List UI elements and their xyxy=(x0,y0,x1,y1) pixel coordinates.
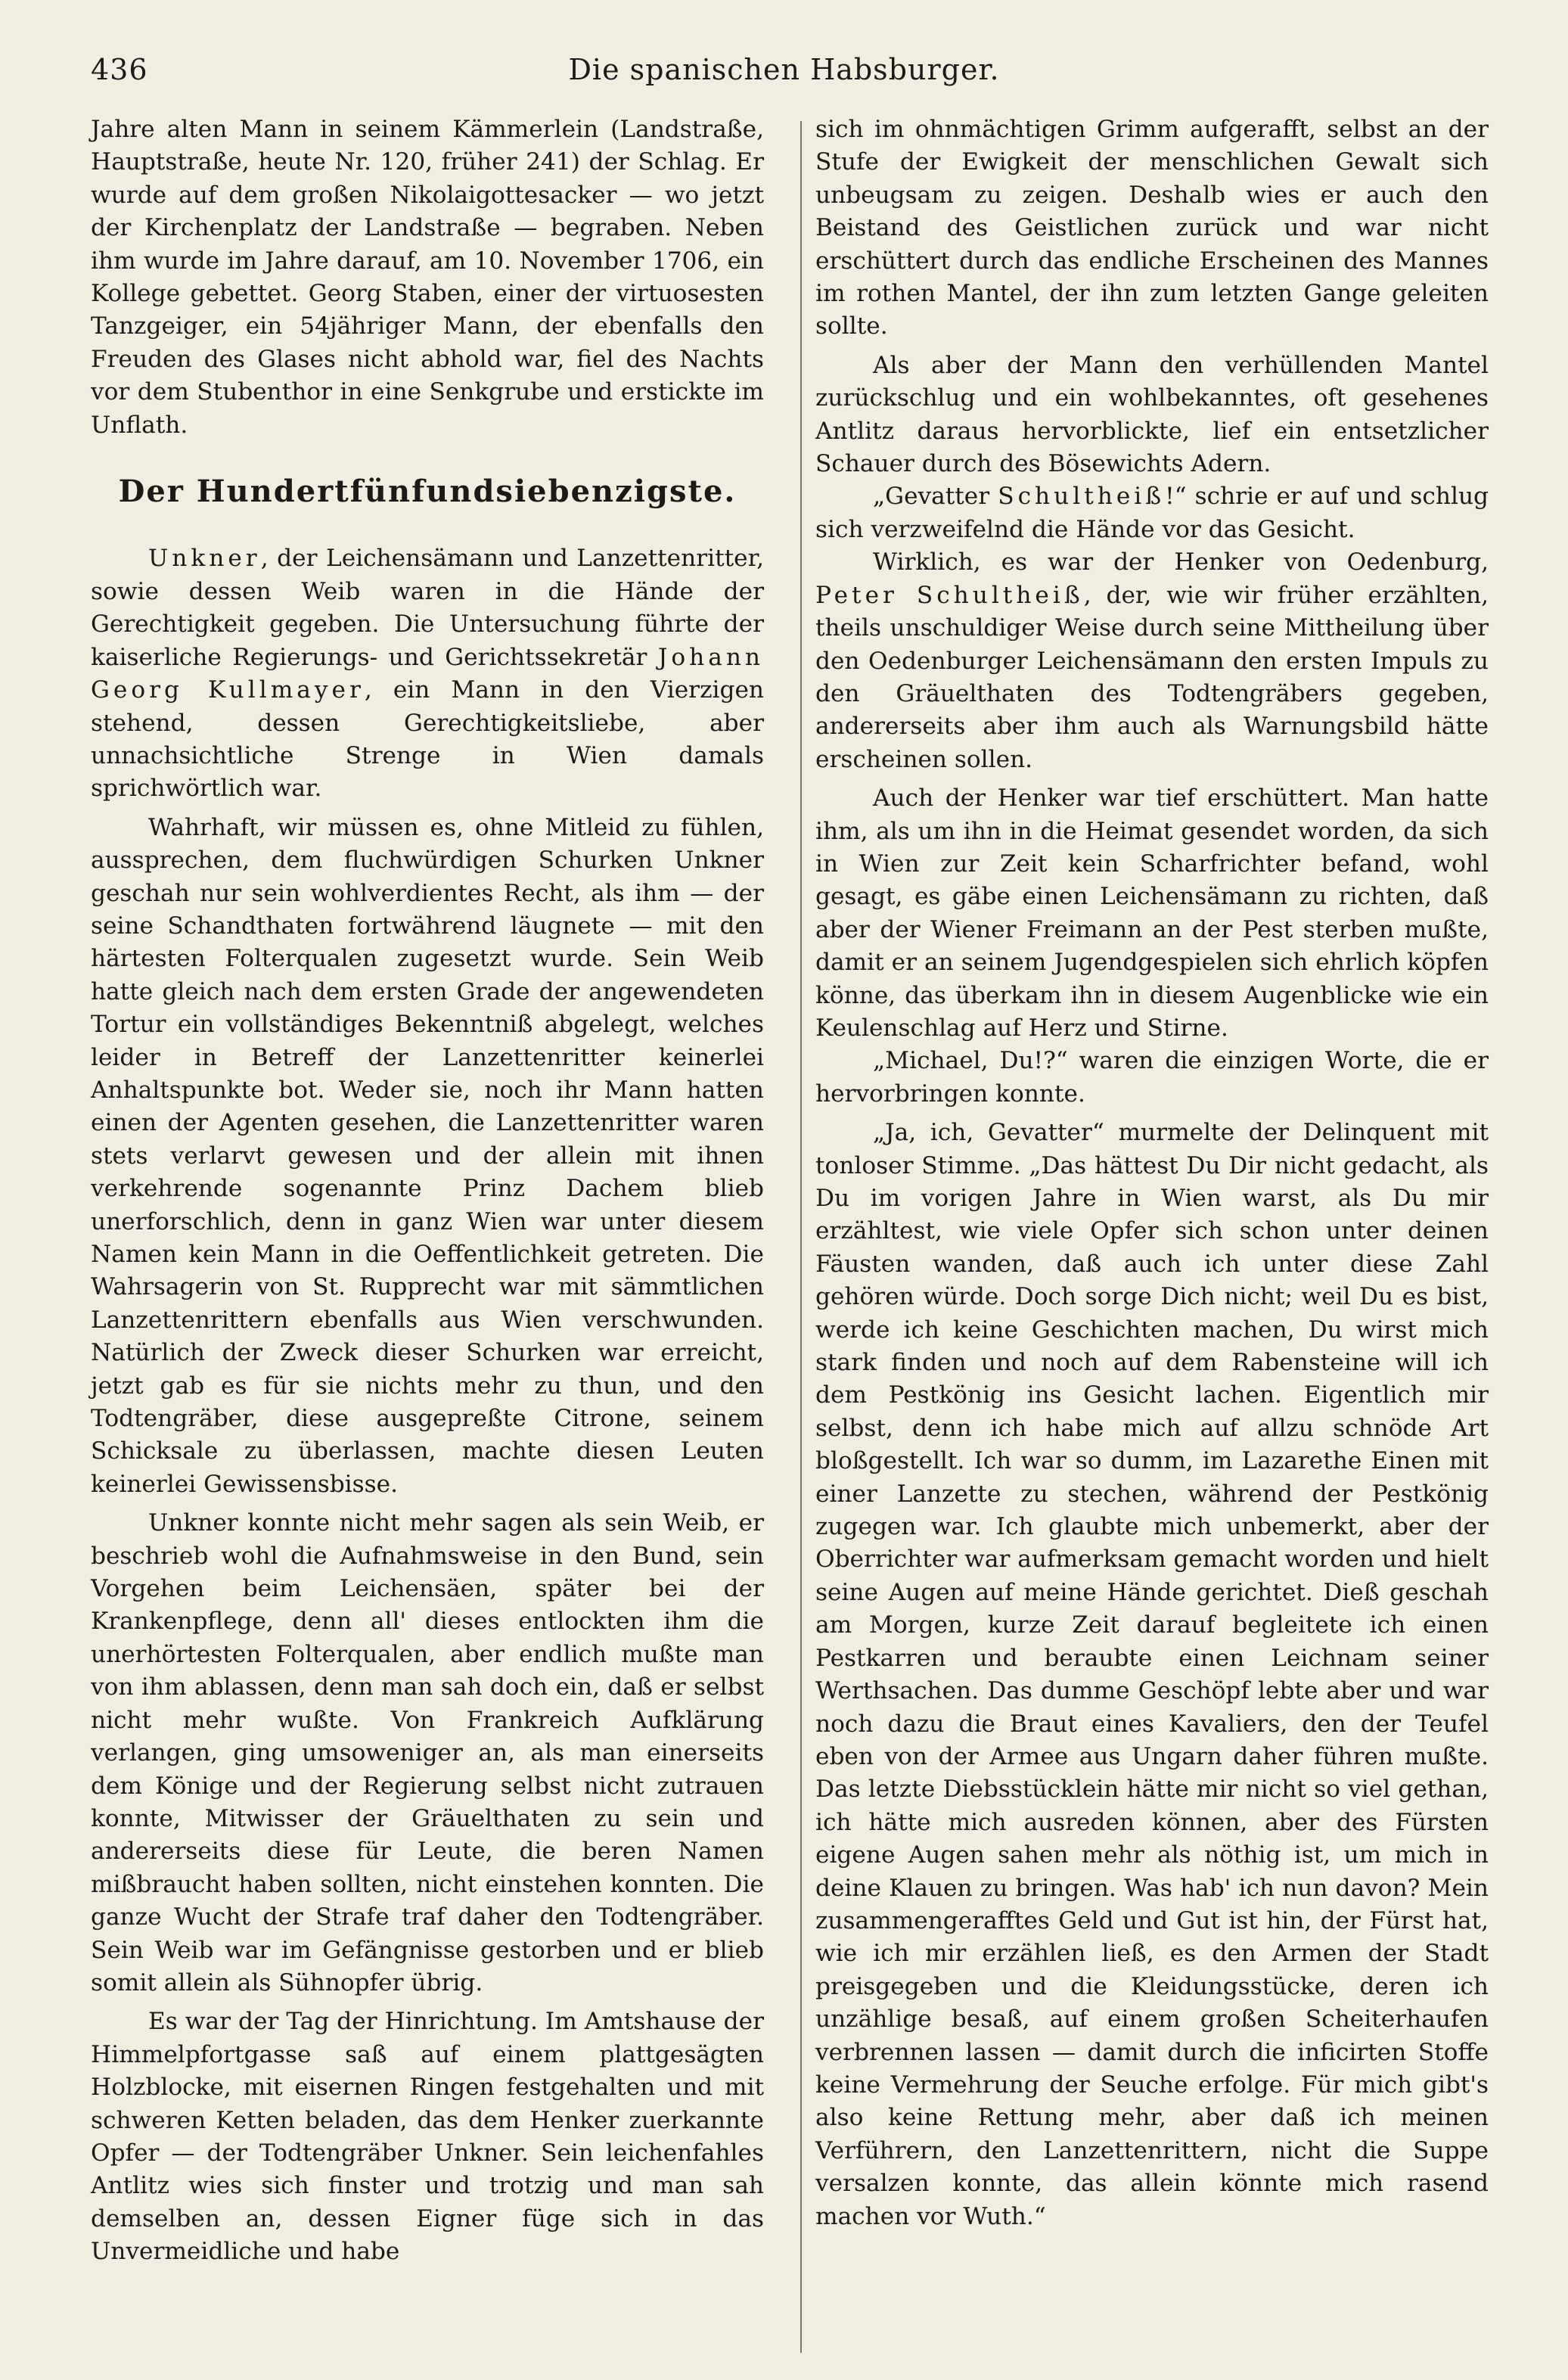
paragraph: Wahrhaft, wir müssen es, ohne Mitleid zu fühlen, aussprechen, dem fluchwürdigen Schurken Unkner geschah nur sein wohlverdientes Recht, als ihm — der seine Schandthaten fortwährend läugnete — mit den härtesten Folterqualen zugesetzt wurde. Sein Weib hatte gleich nach dem ersten Grade der angewendeten Tortur ein vollständiges Bekenntniß abgelegt, welches leider in Betreff der Lanzettenritter keinerlei Anhaltspunkte bot. Weder sie, noch ihr Mann hatten einen der Agenten gesehen, die Lanzettenritter waren stets verlarvt gewesen und der allein mit ihnen verkehrende sogenannte Prinz Dachem blieb unerforschlich, denn in ganz Wien war unter diesem Namen kein Mann in die Oeffentlichkeit getreten. Die Wahrsagerin von St. Rupprecht war mit sämmtlichen Lanzettenrittern ebenfalls aus Wien verschwunden. Natürlich der Zweck dieser Schurken war erreicht, jetzt gab es für sie nichts mehr zu thun, und den Todtengräber, diese ausgepreßte Citrone, seinem Schicksale zu überlassen, machte diesen Leuten keinerlei Gewissensbisse. xyxy=(91,813,764,1498)
chapter-title: Der Hundertfünfundsiebenzigste. xyxy=(118,474,737,510)
page-header xyxy=(0,53,1568,106)
paragraph: Es war der Tag der Hinrichtung. Im Amtshause der Himmelpfortgasse saß auf einem plattgesägten Holzblocke, mit eisernen Ringen festgehalten und mit schweren Ketten beladen, das dem Henker zuerkannte Opfer — der Todtengräber Unkner. Sein leichenfahles Antlitz wies sich finster und trotzig und man sah demselben an, dessen Eigner füge sich in das Unvermeidliche und habe xyxy=(91,2008,764,2266)
paragraph: „Michael, Du!?“ waren die einzigen Worte, die er hervorbringen konnte. xyxy=(815,1047,1489,1108)
paragraph: Unkner, der Leichensämann und Lanzettenritter, sowie dessen Weib waren in die Hände der Gerechtigkeit gegeben. Die Untersuchung führte der kaiserliche Regierungs- und Gerichtssekretär Johann Georg Kullmayer, ein Mann in den Vierzigen stehend, dessen Gerechtigkeitsliebe, aber unnachsichtliche Strenge in Wien damals sprichwörtlich war. xyxy=(91,545,765,803)
spaced-name: Schultheiß xyxy=(998,483,1166,511)
spaced-name: Peter Schultheiß xyxy=(815,581,1084,609)
column-divider xyxy=(800,121,802,2353)
paragraph: Jahre alten Mann in seinem Kämmerlein (Landstraße, Hauptstraße, heute Nr. 120, früher 241) der Schlag. Er wurde auf dem großen Nikolaigottesacker — wo jetzt der Kirchenplatz der Landstraße — begraben. Neben ihm wurde im Jahre darauf, am 10. November 1706, ein Kollege gebettet. Georg Staben, einer der virtuosesten Tanzgeiger, ein 54jähriger Mann, der ebenfalls den Freuden des Glases nicht abhold war, fiel des Nachts vor dem Stubenthor in eine Senkgrube und erstickte im Unflath. xyxy=(91,116,764,439)
paragraph: sich im ohnmächtigen Grimm aufgerafft, selbst an der Stufe der Ewigkeit der menschlichen Gewalt sich unbeugsam zu zeigen. Deshalb wies er auch den Beistand des Geistlichen zurück und war nicht erschüttert durch das endliche Erscheinen des Mannes im rothen Mantel, der ihn zum letzten Gange geleiten sollte. xyxy=(815,116,1489,340)
paragraph: „Gevatter Schultheiß!“ schrie er auf und schlug sich verzweifelnd die Hände vor das Gesicht. xyxy=(815,483,1489,543)
right-column xyxy=(815,113,1489,2233)
spaced-name: Johann Georg Kullmayer xyxy=(91,643,764,704)
paragraph: Als aber der Mann den verhüllenden Mantel zurückschlug und ein wohlbekanntes, oft gesehenes Antlitz daraus hervorblickte, lief ein entsetzlicher Schauer durch des Bösewichts Adern. xyxy=(815,351,1489,478)
paragraph: „Ja, ich, Gevatter“ murmelte der Delinquent mit tonloser Stimme. „Das hättest Du Dir nicht gedacht, als Du im vorigen Jahre in Wien warst, als Du mir erzähltest, wie viele Opfer sich schon unter deinen Fäusten wanden, daß auch ich unter diese Zahl gehören würde. Doch sorge Dich nicht; weil Du es bist, werde ich keine Geschichten machen, Du wirst mich stark finden und noch auf dem Rabensteine will ich dem Pestkönig ins Gesicht lachen. Eigentlich mir selbst, denn ich habe mich auf allzu schnöde Art bloßgestellt. Ich war so dumm, im Lazarethe Einen mit einer Lanzette zu stechen, während der Pestkönig zugegen war. Ich glaubte mich unbemerkt, aber der Oberrichter war aufmerksam gemacht worden und hielt seine Augen auf meine Hände gerichtet. Dieß geschah am Morgen, kurze Zeit darauf begleitete ich einen Pestkarren und beraubte einen Leichnam seiner Werthsachen. Das dumme Geschöpf lebte aber und war noch dazu die Braut eines Kavaliers, den der Teufel eben von der Armee aus Ungarn daher führen mußte. Das letzte Diebsstücklein hätte mir nicht so viel gethan, ich hätte mich ausreden können, aber des Fürsten eigene Augen sahen mehr als nöthig ist, um mich in deine Klauen zu bringen. Was hab' ich nun davon? Mein zusammengerafftes Geld und Gut ist hin, der Fürst hat, wie ich mir erzählen ließ, es den Armen der Stadt preisgegeben und die Kleidungsstücke, deren ich unzählige besaß, auf einem großen Scheiterhaufen verbrennen lassen — damit durch die inficirten Stoffe keine Vermehrung der Seuche erfolge. Für mich gibt's also keine Rettung mehr, aber daß ich meinen Verführern, den Lanzettenrittern, nicht die Suppe versalzen konnte, das allein könnte mich rasend machen vor Wuth.“ xyxy=(815,1119,1489,2230)
paragraph: Wirklich, es war der Henker von Oedenburg, Peter Schultheiß, der, wie wir früher erzählten, theils unschuldiger Weise durch seine Mittheilung über den Oedenburger Leichensämann den ersten Impuls zu den Gräuelthaten des Todtengräbers gegeben, andererseits aber ihm auch als Warnungsbild hätte erscheinen sollen. xyxy=(815,548,1489,773)
spaced-name: Unkner xyxy=(148,545,261,573)
paragraph: Auch der Henker war tief erschüttert. Man hatte ihm, als um ihn in die Heimat gesendet worden, da sich in Wien zur Zeit kein Scharfrichter befand, wohl gesagt, es gäbe einen Leichensämann zu richten, daß aber der Wiener Freimann an der Pest sterben mußte, damit er an seinem Jugendgespielen sich ehrlich köpfen könne, das überkam ihn in diesem Augenblicke wie ein Keulenschlag auf Herz und Stirne. xyxy=(815,785,1489,1042)
page-number: 436 xyxy=(91,53,148,86)
running-title: Die spanischen Habsburger. xyxy=(568,53,1000,86)
left-column xyxy=(91,113,764,2269)
paragraph: Unkner konnte nicht mehr sagen als sein Weib, er beschrieb wohl die Aufnahmsweise in den Bund, sein Vorgehen beim Leichensäen, später bei der Krankenpflege, denn all' dieses entlockten ihm die unerhörtesten Folterqualen, aber endlich mußte man von ihm ablassen, denn man sah doch ein, daß er selbst nicht mehr wußte. Von Frankreich Aufklärung verlangen, ging umsoweniger an, als man einerseits dem Könige und der Regierung selbst nicht zutrauen konnte, Mitwisser der Gräuelthaten zu sein und andererseits diese für Leute, die beren Namen mißbraucht haben sollten, nicht einstehen konnten. Die ganze Wucht der Strafe traf daher den Todtengräber. Sein Weib war im Gefängnisse gestorben und er blieb somit allein als Sühnopfer übrig. xyxy=(91,1509,764,1996)
